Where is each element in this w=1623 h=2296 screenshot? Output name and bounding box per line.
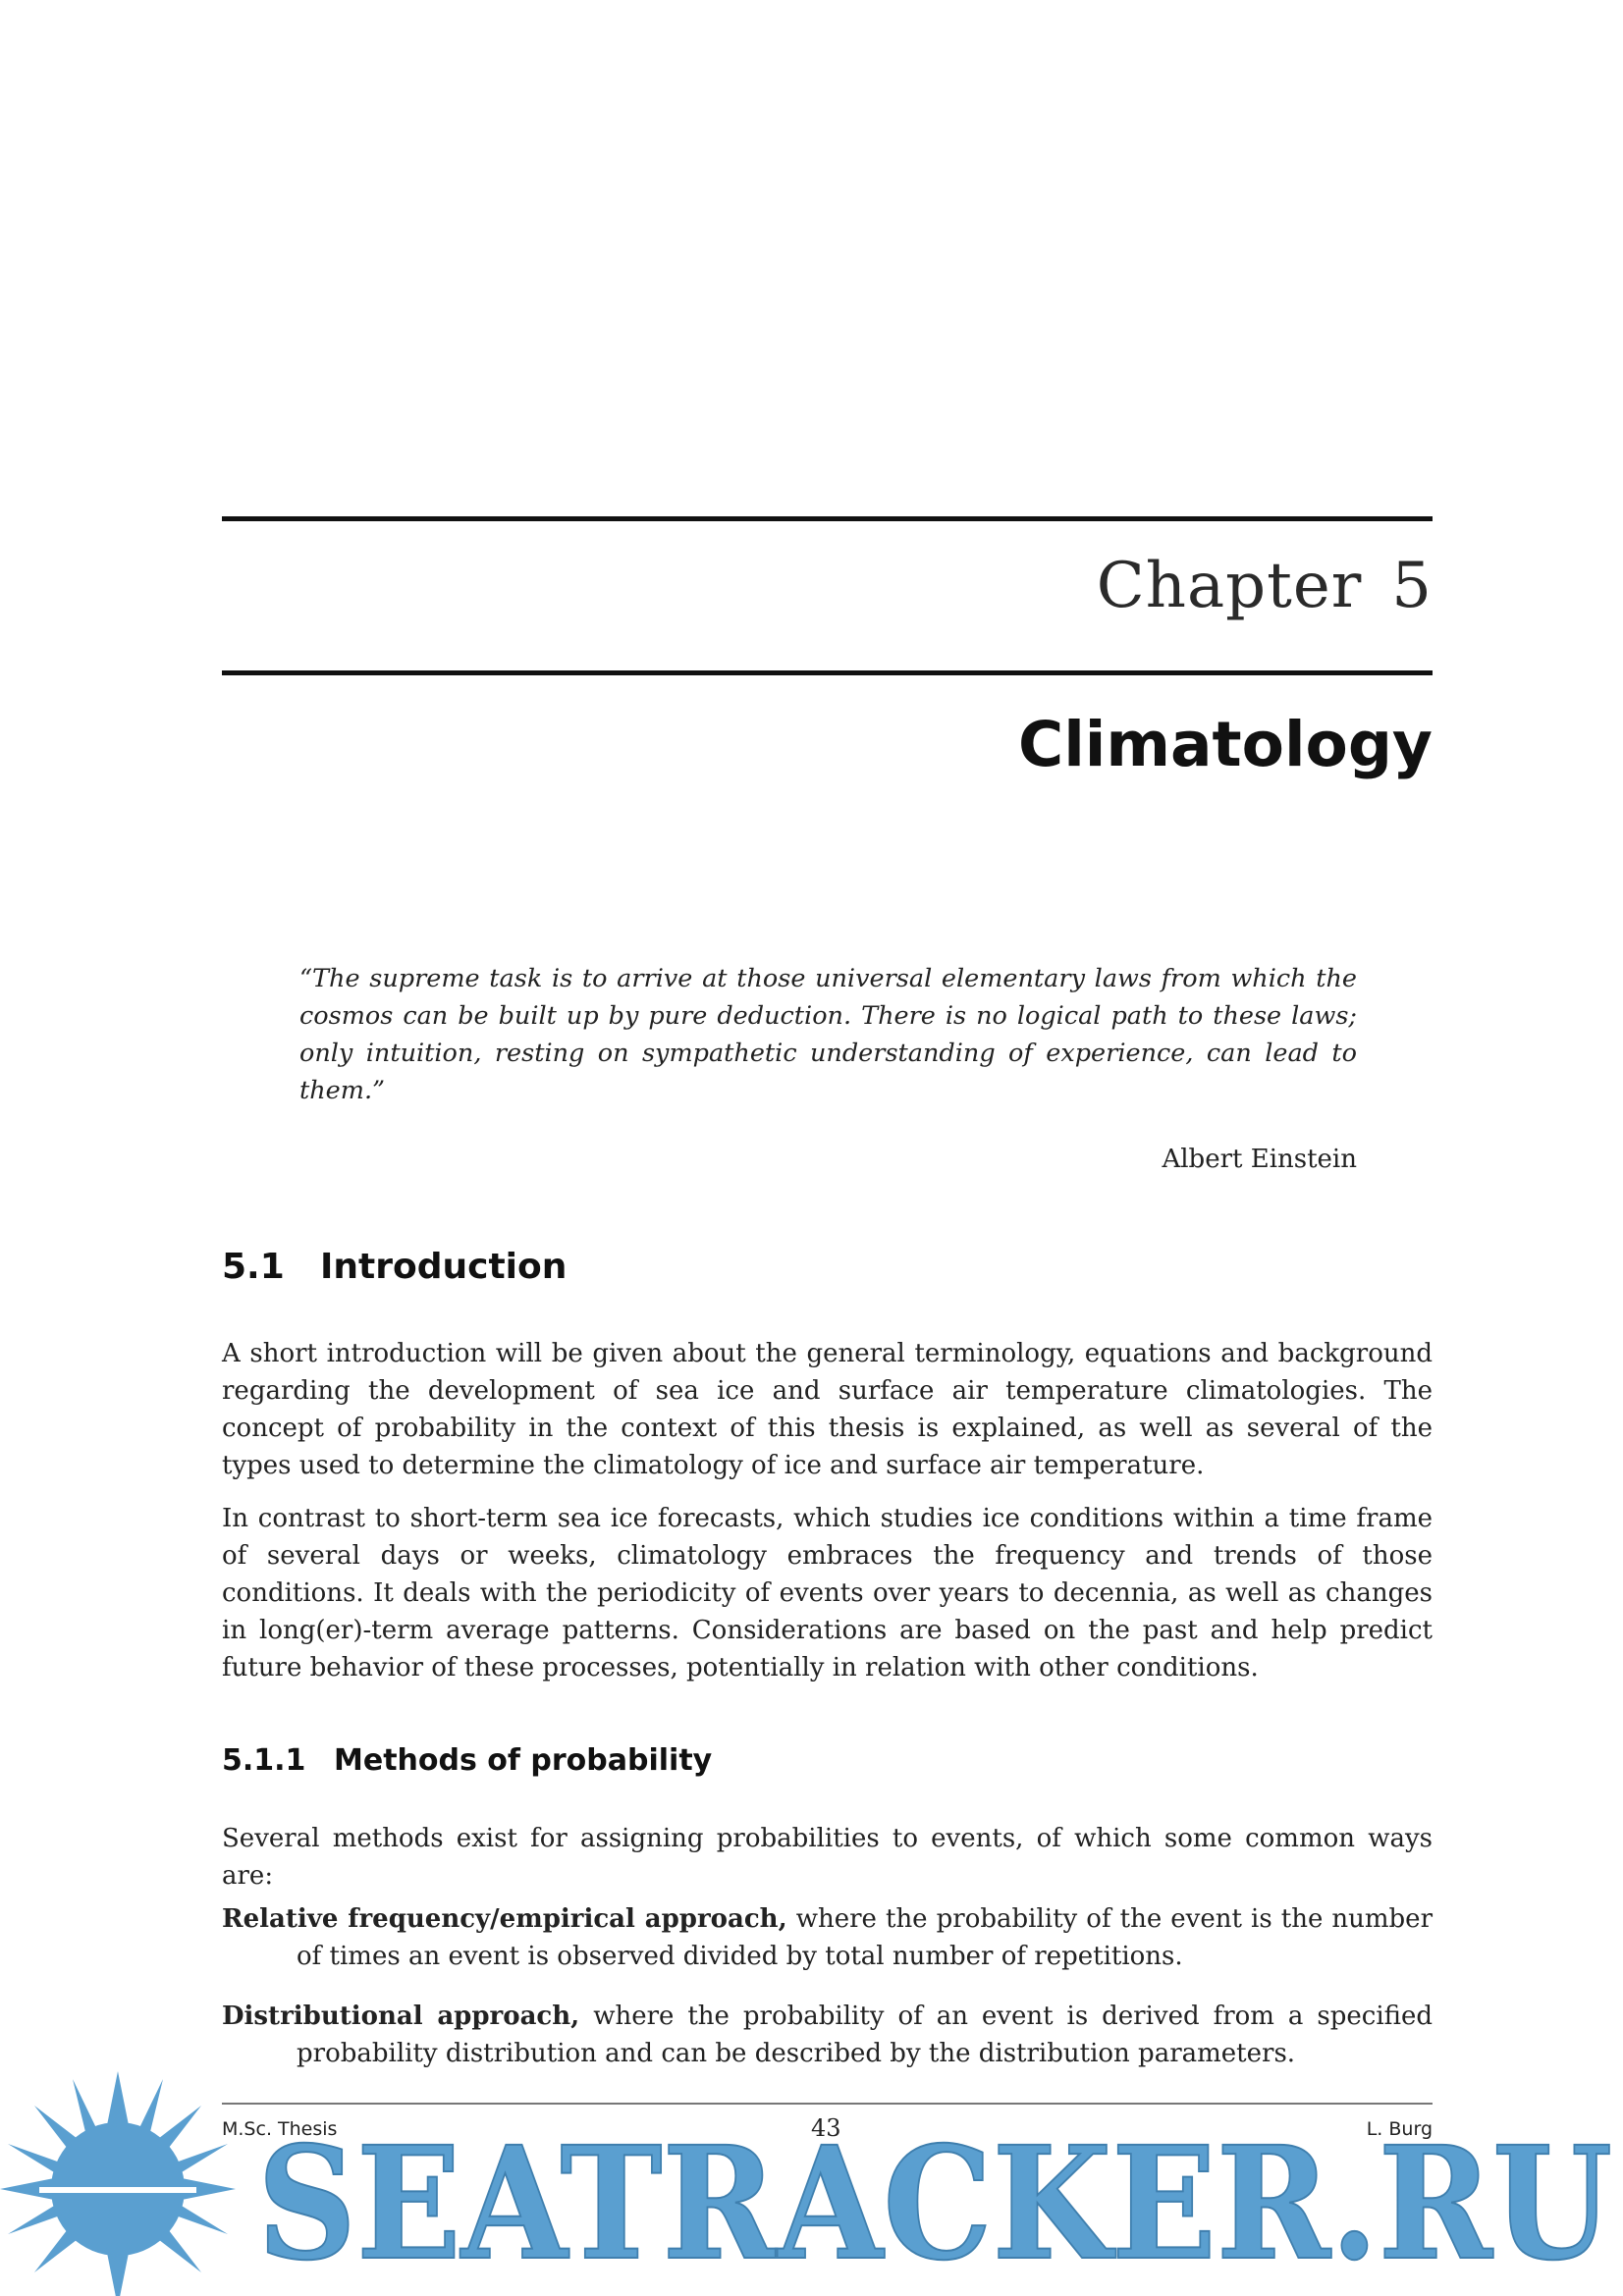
intro-paragraph-2: In contrast to short-term sea ice forecasts, which studies ice conditions within a time frame of several days or weeks, climatology embraces the frequency and trends of those conditions. It deals with the periodicity of events over years to decennia, as well as changes in long(er)-term average patterns. Considerations are based on the past and help predict future behavior of these processes, potentially in relation with other conditions. [222, 1504, 1433, 1682]
watermark-text: SEATRACKER.RU [257, 2113, 1612, 2295]
epigraph-quote: “The supreme task is to arrive at those universal elementary laws from which the cosmos can be built up by pure deduction. There is no logical path to these laws; only intuition, resting on sympathetic understanding of experience, can lead to them.” [299, 964, 1357, 1105]
subsection-intro: Several methods exist for assigning probabilities to events, of which some common ways are: [222, 1824, 1433, 1891]
chapter-label [1097, 550, 1433, 622]
footer-author: L. Burg [1366, 2118, 1433, 2140]
definition-text: where the probability of an event is derived from a specified probability distribution and can be described by the distribution parameters. [297, 2002, 1434, 2068]
intro-paragraph-1: A short introduction will be given about the general terminology, equations and background regarding the development of sea ice and surface air temperature climatologies. The concept of probability in the context of this thesis is explained, as well as several of the types used to determine the climatology of ice and surface air temperature. [222, 1339, 1433, 1480]
subsection-title: Methods of probability [334, 1743, 713, 1778]
chapter-bottom-rule [222, 670, 1433, 675]
definition-term: Distributional approach, [222, 2002, 580, 2031]
subsection-number: 5.1.1 [222, 1743, 306, 1778]
chapter-number: 5 [1391, 550, 1433, 622]
section-number: 5.1 [222, 1247, 285, 1287]
footer-page-number: 43 [811, 2114, 841, 2142]
definition-item-relative-frequency [222, 1900, 1433, 1975]
watermark [0, 2061, 1623, 2296]
definition-text: where the probability of the event is the number of times an event is observed divided by total number of repetitions. [297, 1904, 1434, 1971]
chapter-title: Climatology [1017, 709, 1433, 780]
subsection-heading [222, 1743, 712, 1778]
chapter-label-text: Chapter [1096, 550, 1363, 622]
footer-thesis-label: M.Sc. Thesis [222, 2118, 338, 2140]
sun-logo-icon [0, 2071, 236, 2296]
epigraph-author: Albert Einstein [1162, 1145, 1357, 1174]
section-title: Introduction [320, 1247, 568, 1287]
section-heading [222, 1247, 567, 1287]
definition-term: Relative frequency/empirical approach, [222, 1904, 787, 1934]
chapter-top-rule [222, 516, 1433, 521]
